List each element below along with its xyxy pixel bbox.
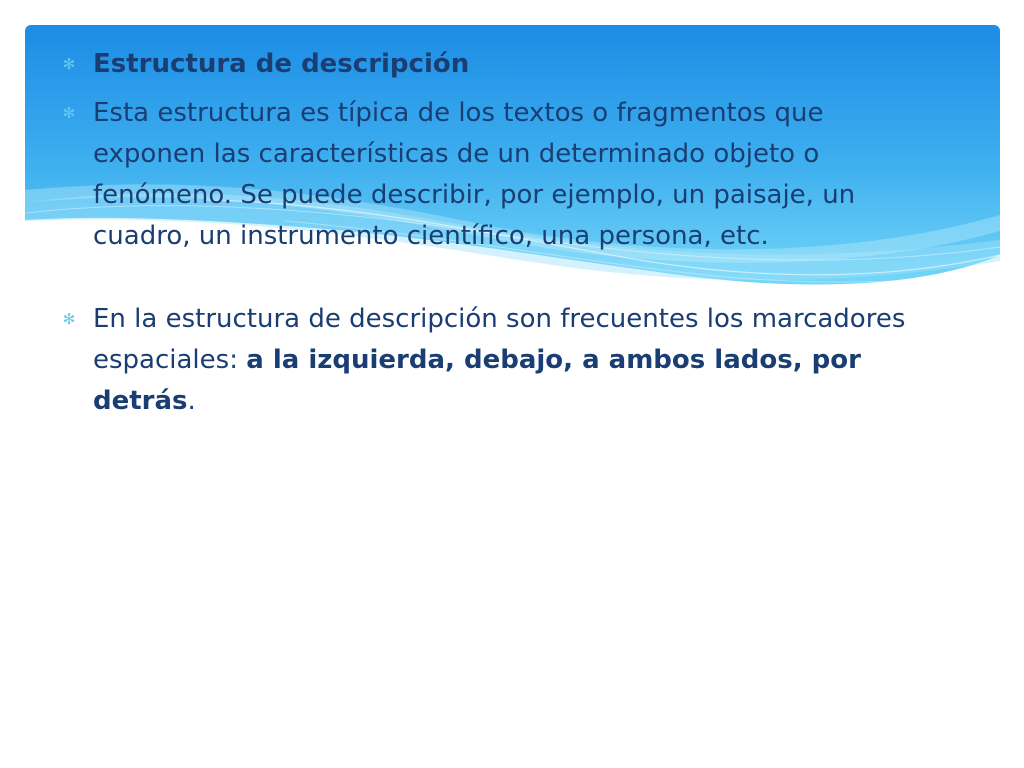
bullet-markers-period: .: [187, 386, 196, 416]
bullet-item-description: [62, 93, 942, 257]
bullet-item-title: [62, 44, 942, 85]
bullet-markers-emphasis: a la izquierda, debajo, a ambos lados, por detrás: [93, 345, 861, 416]
bullet-description-text: Esta estructura es típica de los textos o fragmentos que exponen las características de un determinado objeto o fenómeno. Se puede describir, por ejemplo, un paisaje, un cuadro, un instrumento científico, una persona, etc.: [93, 98, 856, 251]
bullet-markers-text: En la estructura de descripción son frecuentes los marcadores espaciales:: [93, 304, 906, 375]
bullet-asterisk-icon: ✻: [62, 104, 76, 122]
bullet-asterisk-icon: ✻: [62, 55, 76, 73]
slide-content: [62, 44, 942, 422]
bullet-item-markers: [62, 299, 942, 422]
bullet-asterisk-icon: ✻: [62, 310, 76, 328]
bullet-title-text: Estructura de descripción: [93, 49, 470, 79]
